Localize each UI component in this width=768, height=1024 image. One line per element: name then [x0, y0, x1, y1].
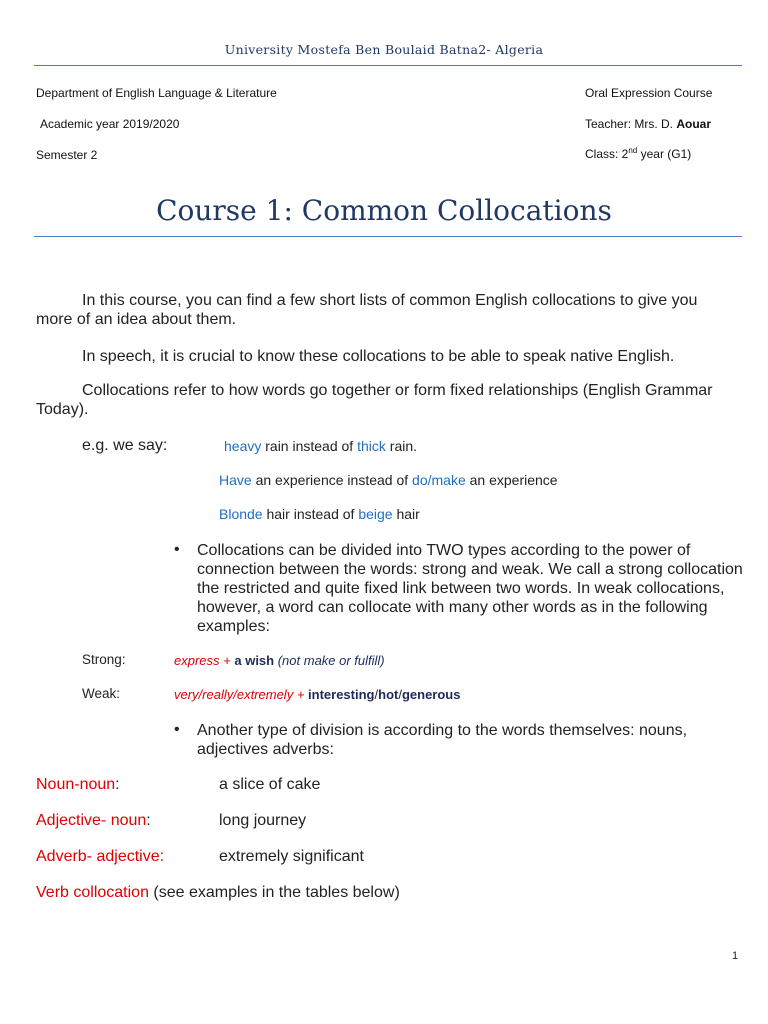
course-name: Oral Expression Course — [585, 86, 713, 100]
examples-intro: e.g. we say: — [82, 437, 168, 454]
example-3-c: beige — [358, 506, 393, 522]
category-example: extremely significant — [219, 848, 364, 865]
university-name: University Mostefa Ben Boulaid Batna2- Algeria — [224, 42, 544, 57]
strong-plus: + — [219, 653, 235, 668]
teacher-name: Aouar — [676, 117, 712, 131]
bullet-division: Another type of division is according to the words themselves: nouns, adjectives adverbs: — [197, 722, 688, 758]
category-example: a slice of cake — [219, 776, 321, 793]
example-1 — [224, 438, 417, 454]
paragraph-definition: Collocations refer to how words go together or form fixed relationships (English Grammar Today). — [36, 382, 713, 418]
bullet-types: Collocations can be divided into TWO types according to the power of connection between the words: strong and weak. We call a strong collocation the restricted and quite fixed link between two words. In weak collocations, however, a word can collocate with many other words as in the following examples: — [197, 542, 743, 635]
category-label: Noun-noun — [36, 776, 116, 793]
category-label: Adverb- adjective: — [36, 848, 165, 865]
class-sup: nd — [628, 146, 638, 155]
example-1-c: thick — [357, 438, 386, 454]
class-prefix: Class: 2 — [585, 147, 629, 161]
strong-verb: express — [174, 653, 220, 668]
weak-plus: + — [293, 687, 309, 702]
example-1-b: rain instead of — [261, 438, 358, 454]
category-adjective-noun — [36, 812, 151, 830]
example-2-a: Have — [219, 472, 252, 488]
example-2-b: an experience instead of — [251, 472, 413, 488]
paragraph-speech: In speech, it is crucial to know these collocations to be able to speak native English. — [82, 348, 675, 365]
teacher-prefix: Teacher: Mrs. D. — [585, 117, 677, 131]
example-1-d: rain. — [385, 438, 418, 454]
page-number: 1 — [732, 950, 739, 962]
weak-adj-1: interesting — [308, 687, 375, 702]
category-noun-noun — [36, 776, 120, 794]
class-info — [585, 146, 691, 161]
category-colon: : — [146, 812, 151, 829]
example-2-d: an experience — [465, 472, 558, 488]
example-3-d: hair — [392, 506, 420, 522]
bullet-marker: • — [174, 541, 180, 558]
category-label: Adjective- noun — [36, 812, 147, 829]
example-2 — [219, 472, 558, 488]
header-rule — [34, 65, 742, 66]
department: Department of English Language & Literature — [36, 86, 277, 100]
verb-collocation — [36, 884, 400, 902]
page-title: Course 1: Common Collocations — [156, 194, 612, 227]
weak-sep-1: / — [374, 687, 379, 702]
title-rule — [34, 236, 742, 237]
category-adverb-adjective — [36, 848, 164, 866]
strong-example — [174, 653, 385, 668]
example-3-b: hair instead of — [262, 506, 359, 522]
strong-object: a wish — [234, 653, 275, 668]
example-3 — [219, 506, 420, 522]
paragraph-intro: In this course, you can find a few short lists of common English collocations to give you more of an idea about them. — [36, 292, 698, 328]
weak-sep-2: / — [398, 687, 402, 702]
academic-year: Academic year 2019/2020 — [40, 117, 180, 131]
weak-adj-2: hot — [378, 687, 399, 702]
weak-example — [174, 687, 460, 702]
category-example: long journey — [219, 812, 307, 829]
example-3-a: Blonde — [219, 506, 263, 522]
verb-rest: (see examples in the tables below) — [148, 884, 400, 901]
weak-label: Weak: — [82, 686, 121, 701]
class-suffix: year (G1) — [637, 147, 692, 161]
example-1-a: heavy — [224, 438, 262, 454]
strong-note: (not make or fulfill) — [274, 653, 385, 668]
semester: Semester 2 — [36, 148, 98, 162]
example-2-c: do/make — [412, 472, 466, 488]
weak-adj-3: generous — [401, 687, 461, 702]
strong-label: Strong: — [82, 652, 126, 667]
bullet-marker: • — [174, 721, 180, 738]
teacher — [585, 117, 711, 131]
verb-label: Verb collocation — [36, 884, 149, 901]
weak-adverbs: very/really/extremely — [174, 687, 294, 702]
category-colon: : — [115, 776, 120, 793]
